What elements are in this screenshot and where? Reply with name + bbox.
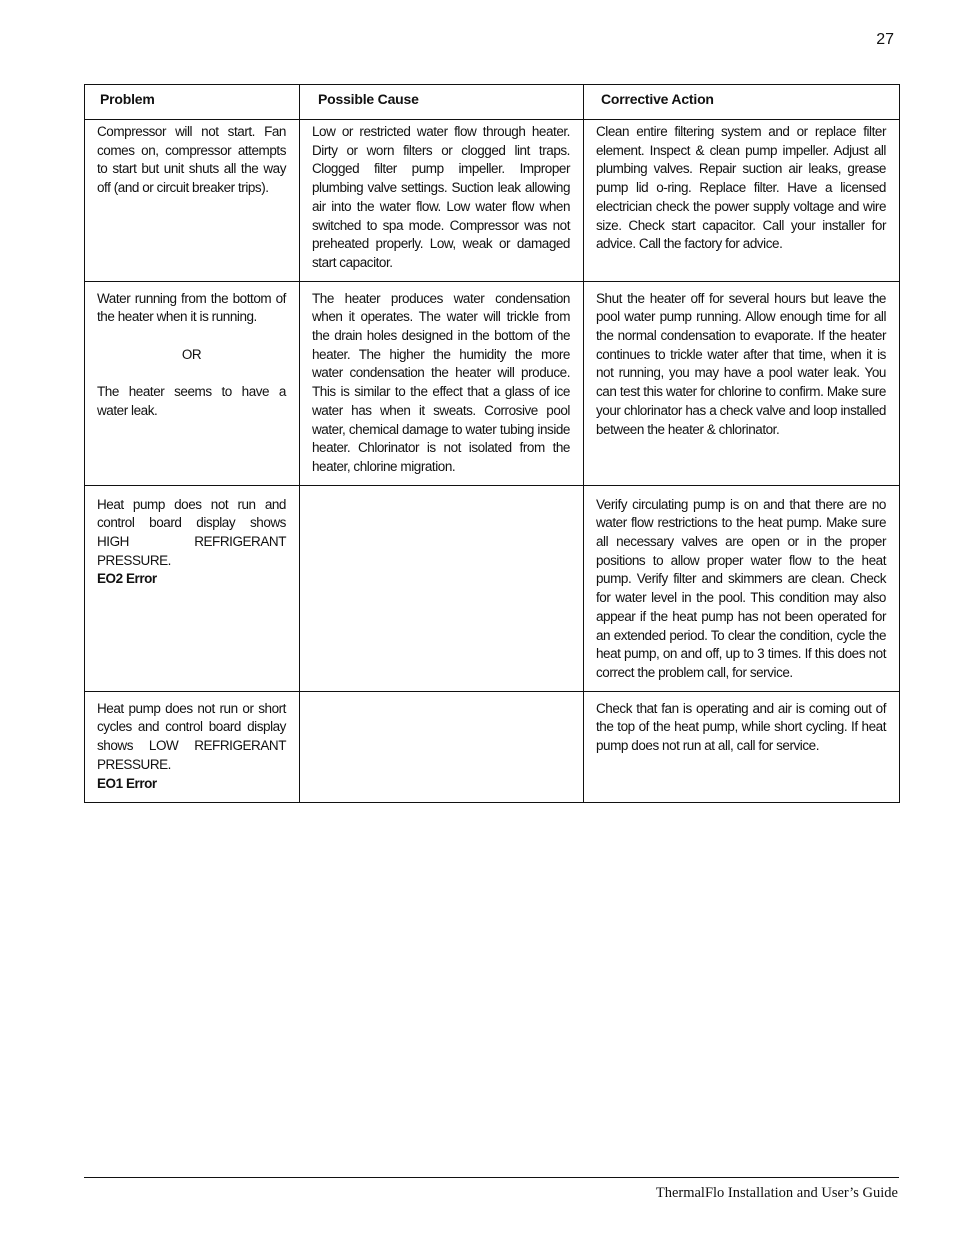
error-code: EO2 Error xyxy=(97,571,157,587)
problem-cell xyxy=(85,485,300,691)
header-possible-cause: Possible Cause xyxy=(300,85,584,120)
problem-cell xyxy=(85,281,300,485)
footer-divider xyxy=(84,1177,899,1178)
table-row xyxy=(85,120,900,282)
problem-text: Compressor will not start. Fan comes on, compressor attempts to start but unit shuts all the way off (and or circuit breaker trips). xyxy=(97,124,286,196)
problem-cell xyxy=(85,120,300,282)
problem-text: Heat pump does not run and control board display shows HIGH REFRIGERANT PRESSURE. xyxy=(97,496,286,568)
header-corrective-action: Corrective Action xyxy=(584,85,900,120)
action-cell xyxy=(584,120,900,282)
problem-text: Heat pump does not run or short cycles and control board display shows LOW REFRIGERANT PRESSURE. xyxy=(97,700,286,772)
spacer xyxy=(97,327,286,346)
cause-cell xyxy=(300,120,584,282)
table-row xyxy=(85,691,900,802)
action-cell xyxy=(584,281,900,485)
cause-text: Low or restricted water flow through heater. Dirty or worn filters or clogged lint traps. Clogged filter pump impeller. Improper plumbing valve settings. Suction leak allowing air into the water flow. Low water flow when switched to spa mode. Compressor was not preheated properly. Low, weak or damaged start capacitor. xyxy=(312,124,570,270)
table-row xyxy=(85,485,900,691)
problem-cell xyxy=(85,691,300,802)
table-row xyxy=(85,281,900,485)
action-text: Verify circulating pump is on and that there are no water flow restrictions to the heat pump. Make sure all necessary valves are open or in the proper positions to allow proper water flow to the heat pump. Verify filter and skimmers are clean. Check for water level in the pool. This condition may also appear if the heat pump has not been operated for an extended period. To clear the condition, cycle the heat pump, on and off, up to 3 times. If this does not correct the problem call, for service. xyxy=(596,496,886,680)
cause-text: The heater produces water condensation when it operates. The water will trickle from the drain holes designed in the bottom of the heater. The higher the humidity the more water condensation the heater will produce. This is similar to the effect that a glass of ice water has when it sweats. Corrosive pool water, chemical damage to water tubing inside heater. Chlorinator is not isolated from the heater, chlorine migration. xyxy=(312,290,570,474)
cause-cell xyxy=(300,485,584,691)
action-text: Check that fan is operating and air is coming out of the top of the heat pump, while short cycling. If heat pump does not run at all, call for service. xyxy=(596,700,886,754)
page-number: 27 xyxy=(876,31,894,48)
action-text: Shut the heater off for several hours but leave the pool water pump running. Allow enough time for all the normal condensation to evaporate. If the heater continues to trickle water after that time, when it is not running, you may have a pool water leak. You can test this water for chlorine to confirm. Make sure your chlorinator has a check valve and loop installed between the heater & chlorinator. xyxy=(596,290,886,437)
problem-or-separator: OR xyxy=(181,346,202,362)
problem-alt-text: The heater seems to have a water leak. xyxy=(97,384,286,418)
cause-cell xyxy=(300,281,584,485)
footer-guide-title: ThermalFlo Installation and User’s Guide xyxy=(655,1185,898,1201)
spacer xyxy=(97,364,286,383)
action-cell xyxy=(584,485,900,691)
error-code: EO1 Error xyxy=(97,775,157,791)
table-header-row xyxy=(85,85,900,120)
troubleshooting-table xyxy=(84,84,900,803)
action-cell xyxy=(584,691,900,802)
problem-text: Water running from the bottom of the heater when it is running. xyxy=(97,290,286,325)
header-problem: Problem xyxy=(85,85,300,120)
action-text: Clean entire filtering system and or replace filter element. Inspect & clean pump impeller. Adjust all plumbing valves. Repair suction air leaks, grease pump lid o-ring. Replace filter. Have a licensed electrician check the power supply voltage and wire size. Check start capacitor. Call your installer for advice. Call the factory for advice. xyxy=(596,124,886,252)
cause-cell xyxy=(300,691,584,802)
